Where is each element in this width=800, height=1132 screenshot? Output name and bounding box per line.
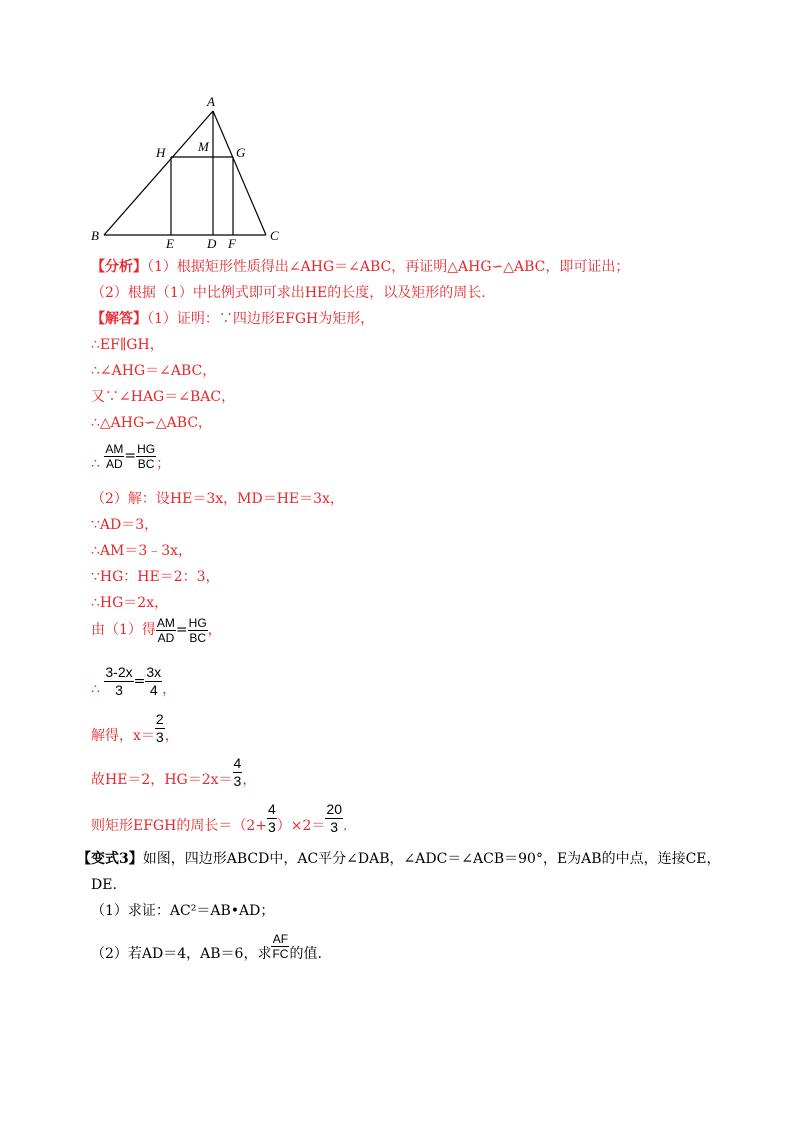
variant-tag: 【变式3】: [77, 851, 143, 867]
solution-line-4: [91, 388, 235, 406]
fraction-2-over-3: $\frac{2}{3}$: [155, 710, 164, 745]
label-f: F: [228, 236, 236, 250]
label-a: A: [207, 94, 215, 109]
solution-line-13: ∴ $\frac{3-2x}{3}$ = $\frac{3x}{4}$ ，: [91, 664, 177, 698]
solution-line-8: [91, 516, 158, 534]
solution-line-3: [91, 362, 216, 380]
solution-line-2: [91, 336, 164, 354]
solution-line-9: [91, 542, 192, 560]
side-ac: [213, 111, 266, 235]
analysis-text-2: （2）根据（1）中比例式即可求出HE的长度，以及矩形的周长.: [91, 285, 486, 301]
variant-line-2: [91, 876, 117, 894]
fraction-af-fc: $\frac{AF}{FC}$: [272, 931, 289, 961]
therefore-symbol-2: ∴: [91, 681, 100, 698]
label-d: D: [207, 236, 217, 250]
side-ab: [104, 111, 213, 235]
solution-text-7: （2）解：设HE＝3x，MD＝HE＝3x，: [91, 491, 344, 507]
solution-text-15: 故HE＝2，HG＝2x＝: [91, 772, 233, 788]
solution-text-12: 由（1）得: [91, 622, 156, 638]
fraction-am-ad-2: $\frac{AM}{AD}$: [156, 615, 175, 645]
analysis-text-1: （1）根据矩形性质得出∠AHG＝∠ABC，再证明△AHG∽△ABC，即可证出；: [147, 259, 630, 275]
solution-line-15: 故HE＝2，HG＝2x＝ $\frac{4}{3}$ ，: [91, 754, 257, 789]
solution-text-11: ∴HG＝2x，: [91, 595, 169, 611]
label-e: E: [166, 236, 174, 250]
variant-text-1: 如图，四边形ABCD中，AC平分∠DAB，∠ADC＝∠ACB＝90°，E为AB的中点，连接CE，: [142, 851, 721, 867]
solution-text-10: ∵HG：HE＝2：3，: [91, 569, 220, 585]
analysis-tag: 【分析】: [91, 259, 147, 275]
fraction-3-2x-over-3: $\frac{3-2x}{3}$: [105, 664, 133, 698]
solution-text-2: ∴EF∥GH，: [91, 337, 164, 353]
fraction-am-ad: $\frac{AM}{AD}$: [105, 441, 124, 471]
solution-line-14: 解得，x＝ $\frac{2}{3}$ ，: [91, 710, 179, 745]
fraction-20-over-3: $\frac{20}{3}$: [326, 800, 342, 835]
solution-text-4: 又∵∠HAG＝∠BAC，: [91, 389, 236, 405]
solution-line-6: ∴ $\frac{AM}{AD}$ = $\frac{HG}{BC}$ ；: [91, 441, 171, 472]
solution-tag: 【解答】: [91, 311, 147, 327]
solution-text-16: 则矩形EFGH的周长＝（2+: [91, 818, 267, 834]
solution-text-14: 解得，x＝: [91, 728, 155, 744]
solution-text-3: ∴∠AHG＝∠ABC，: [91, 363, 217, 379]
label-g: G: [236, 145, 246, 160]
variant-line-1: [77, 850, 721, 868]
solution-line-10: [91, 568, 220, 586]
analysis-line-2: [91, 284, 486, 302]
solution-line-7: [91, 490, 344, 508]
triangle-figure: [85, 90, 295, 250]
solution-text-5: ∴△AHG∽△ABC，: [91, 415, 213, 431]
label-m: M: [198, 139, 209, 154]
variant-question-2: （2）若AD＝4，AB＝6，求 $\frac{AF}{FC}$ 的值.: [91, 931, 322, 962]
fraction-4-over-3: $\frac{4}{3}$: [233, 754, 242, 789]
solution-line-16: 则矩形EFGH的周长＝（2+ $\frac{4}{3}$ ）×2＝ $\frac{20}{3}$ .: [91, 800, 348, 835]
fraction-4-over-3-b: $\frac{4}{3}$: [267, 800, 276, 835]
label-c: C: [270, 228, 279, 243]
solution-line-11: [91, 594, 168, 612]
solution-line-5: [91, 414, 212, 432]
fraction-hg-bc-2: $\frac{HG}{BC}$: [188, 615, 207, 645]
analysis-line-1: [91, 258, 629, 276]
variant-q1-text: （1）求证：AC²＝AB•AD；: [91, 903, 275, 919]
solution-text-1: （1）证明：∵四边形EFGH为矩形，: [147, 311, 375, 327]
variant-question-1: [91, 902, 274, 920]
solution-text-9: ∴AM＝3﹣3x，: [91, 543, 193, 559]
solution-line-12: 由（1）得 $\frac{AM}{AD}$ = $\frac{HG}{BC}$ ，: [91, 615, 222, 645]
label-b: B: [91, 228, 99, 243]
therefore-symbol: ∴: [91, 456, 100, 472]
variant-text-2: DE.: [91, 877, 117, 893]
solution-line-1: [91, 310, 374, 328]
fraction-3x-over-4: $\frac{3x}{4}$: [146, 664, 162, 698]
solution-text-8: ∵AD＝3，: [91, 517, 159, 533]
variant-q2-text: （2）若AD＝4，AB＝6，求: [91, 946, 272, 962]
label-h: H: [156, 145, 166, 160]
fraction-hg-bc: $\frac{HG}{BC}$: [137, 441, 156, 471]
